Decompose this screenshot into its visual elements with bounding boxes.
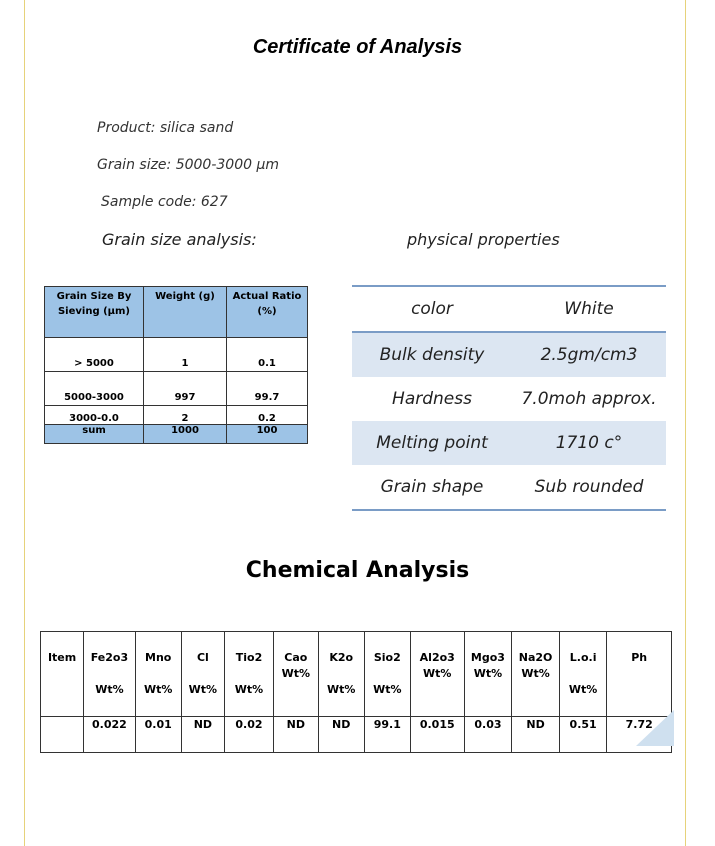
chem-value-cell: 0.02	[224, 717, 273, 753]
chem-value-cell: 0.015	[410, 717, 464, 753]
grain-table-header	[45, 287, 308, 338]
property-label: color	[411, 299, 453, 319]
chem-header-cell	[464, 632, 512, 717]
table-cell: 3000-0.0	[45, 406, 144, 425]
property-row	[352, 421, 666, 465]
header-cell: Grain Size By Sieving (μm)	[45, 287, 144, 338]
table-cell: 100	[227, 425, 308, 444]
chem-header-cell	[181, 632, 224, 717]
certificate-title: Certificate of Analysis	[252, 36, 463, 58]
property-label: Grain shape	[380, 477, 484, 497]
chem-header-unit	[562, 666, 605, 682]
table-cell: 997	[144, 372, 227, 406]
table-row	[45, 406, 308, 425]
chem-header-row	[41, 632, 672, 717]
chem-header-unit: Wt%	[521, 667, 550, 680]
property-value: Sub rounded	[534, 477, 644, 497]
chem-header-unit: Wt%	[326, 683, 356, 696]
property-row	[352, 287, 666, 333]
chem-header-name: Item	[47, 651, 77, 664]
chem-header-cell	[410, 632, 464, 717]
table-cell: 2	[144, 406, 227, 425]
chem-header-cell	[41, 632, 84, 717]
chem-header-name: Ph	[631, 651, 648, 664]
chem-header-unit: Wt%	[144, 683, 173, 696]
product-line: Product: silica sand	[97, 120, 234, 136]
table-row	[45, 372, 308, 406]
chem-header-unit: Wt%	[568, 683, 598, 696]
table-cell: 1000	[144, 425, 227, 444]
physical-section-heading: physical properties	[407, 230, 560, 249]
chem-header-unit: Wt%	[234, 683, 264, 696]
chem-header-name: Sio2	[373, 651, 401, 664]
chem-header-unit: Wt%	[473, 667, 503, 680]
chem-header-unit	[367, 666, 408, 682]
property-row	[352, 333, 666, 377]
chem-header-unit	[138, 666, 179, 682]
chem-value-cell: ND	[181, 717, 224, 753]
table-cell: sum	[45, 425, 144, 444]
property-label: Hardness	[392, 389, 472, 409]
chem-header-cell	[318, 632, 364, 717]
chem-header-name: Al2o3	[419, 651, 455, 664]
chem-header-unit	[86, 666, 132, 682]
property-label: Bulk density	[379, 345, 485, 365]
chem-header-unit	[43, 666, 81, 682]
header-cell: Actual Ratio (%)	[227, 287, 308, 338]
chem-value-cell: ND	[318, 717, 364, 753]
chem-value-cell: 0.01	[135, 717, 181, 753]
chem-header-unit: Wt%	[423, 667, 452, 680]
chem-header-name: Mno	[145, 651, 172, 664]
grain-section-heading: Grain size analysis:	[102, 230, 257, 249]
table-cell: > 5000	[45, 338, 144, 372]
property-row	[352, 465, 666, 509]
chemical-analysis-title: Chemical Analysis	[245, 558, 470, 583]
page-border-left	[24, 0, 25, 846]
chem-header-cell	[84, 632, 135, 717]
chem-value-cell: 0.51	[559, 717, 607, 753]
table-row	[45, 338, 308, 372]
grain-size-line: Grain size: 5000-3000 μm	[97, 157, 280, 173]
physical-properties-table	[352, 285, 666, 511]
table-cell: 0.1	[227, 338, 308, 372]
header-cell: Weight (g)	[144, 287, 227, 338]
property-value: White	[564, 299, 614, 319]
chem-header-cell	[559, 632, 607, 717]
chem-header-unit	[609, 682, 669, 698]
property-label: Melting point	[376, 433, 488, 453]
chem-header-name: Tio2	[235, 651, 263, 664]
property-value: 1710 c°	[555, 433, 623, 453]
chemical-analysis-table	[40, 631, 672, 753]
sum-row	[45, 425, 308, 444]
chem-header-unit: Wt%	[188, 683, 218, 696]
property-value: 7.0moh approx.	[521, 389, 657, 409]
chem-header-unit	[276, 682, 316, 698]
grain-size-table	[44, 286, 308, 444]
chem-header-name: Na2O	[518, 651, 553, 664]
chem-header-name: Mgo3	[470, 651, 505, 664]
chem-header-cell	[224, 632, 273, 717]
chem-header-name: Cao	[284, 651, 308, 664]
chem-value-cell	[41, 717, 84, 753]
chem-header-name: L.o.i	[569, 651, 597, 664]
table-cell: 5000-3000	[45, 372, 144, 406]
property-row	[352, 377, 666, 421]
chem-header-unit	[321, 666, 362, 682]
chem-header-unit	[43, 682, 81, 698]
table-cell: 0.2	[227, 406, 308, 425]
chem-header-unit	[184, 666, 222, 682]
chem-header-cell	[364, 632, 410, 717]
chem-value-cell: 99.1	[364, 717, 410, 753]
page-curl-decoration	[636, 710, 674, 746]
chem-value-cell: ND	[512, 717, 560, 753]
chem-value-cell: 0.03	[464, 717, 512, 753]
chem-header-unit	[227, 666, 271, 682]
chem-header-name: Cl	[196, 651, 209, 664]
chem-value-row	[41, 717, 672, 753]
chem-header-unit: Wt%	[281, 667, 311, 680]
table-cell: 1	[144, 338, 227, 372]
chem-header-unit: Wt%	[95, 683, 124, 696]
table-cell: 99.7	[227, 372, 308, 406]
chem-header-name: K2o	[329, 651, 354, 664]
chem-header-cell	[135, 632, 181, 717]
chem-value-cell: ND	[273, 717, 318, 753]
page-border-right	[685, 0, 686, 846]
chem-header-cell	[273, 632, 318, 717]
chem-header-unit	[467, 682, 510, 698]
chem-header-cell	[512, 632, 560, 717]
chem-value-cell: 7.72	[607, 717, 672, 753]
chem-header-unit	[413, 682, 462, 698]
chem-header-unit	[609, 666, 669, 682]
chem-header-cell	[607, 632, 672, 717]
chem-header-unit: Wt%	[373, 683, 402, 696]
sample-code-line: Sample code: 627	[101, 194, 228, 210]
chem-header-name: Fe2o3	[90, 651, 129, 664]
chem-value-cell: 0.022	[84, 717, 135, 753]
property-value: 2.5gm/cm3	[540, 345, 638, 365]
chem-header-unit	[514, 682, 557, 698]
